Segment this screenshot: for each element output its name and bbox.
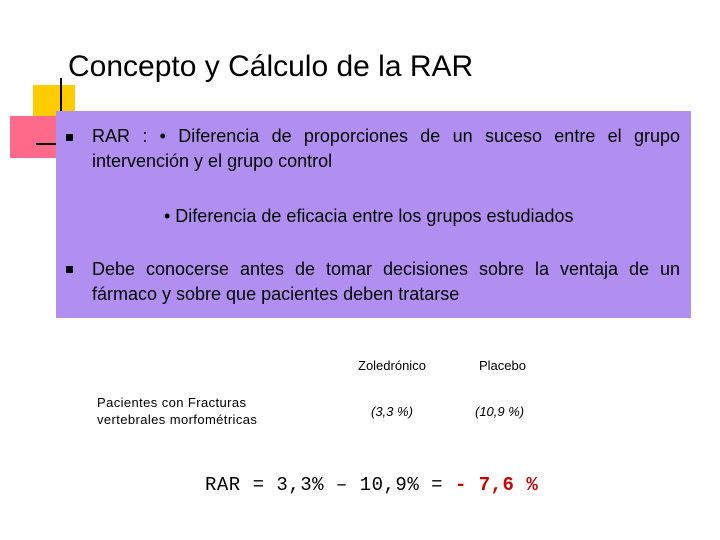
bullet-square-icon bbox=[66, 134, 73, 141]
rar-formula bbox=[205, 474, 538, 496]
rar-result: - 7,6 % bbox=[454, 474, 539, 496]
value-placebo: (10,9 %) bbox=[475, 404, 525, 419]
rar-expression: RAR = 3,3% – 10,9% = bbox=[205, 474, 455, 496]
row-label-fracturas bbox=[97, 394, 257, 428]
column-header-zoledronico: Zoledrónico bbox=[358, 358, 426, 373]
column-header-placebo: Placebo bbox=[479, 358, 526, 373]
bullet-rar-definition bbox=[92, 124, 680, 174]
decorative-pink-square bbox=[10, 116, 56, 158]
bullet-text-line: fármaco y sobre que pacientes deben tratarse bbox=[92, 284, 460, 304]
row-label-line: Pacientes con Fracturas bbox=[97, 395, 247, 410]
bullet-text-line: intervención y el grupo control bbox=[92, 151, 333, 171]
bullet-text-line: Debe conocerse antes de tomar decisiones sobre la ventaja de un bbox=[92, 259, 680, 279]
bullet-square-icon bbox=[66, 266, 73, 273]
bullet-text-line: RAR : • Diferencia de proporciones de un suceso entre el grupo bbox=[92, 126, 680, 146]
sub-bullet-efficacy: • Diferencia de eficacia entre los grupos estudiados bbox=[164, 206, 574, 226]
bullet-decision bbox=[92, 257, 680, 307]
row-label-line: vertebrales morfométricas bbox=[97, 412, 258, 427]
slide-title: Concepto y Cálculo de la RAR bbox=[68, 50, 474, 83]
value-zoledronico: (3,3 %) bbox=[371, 404, 413, 419]
